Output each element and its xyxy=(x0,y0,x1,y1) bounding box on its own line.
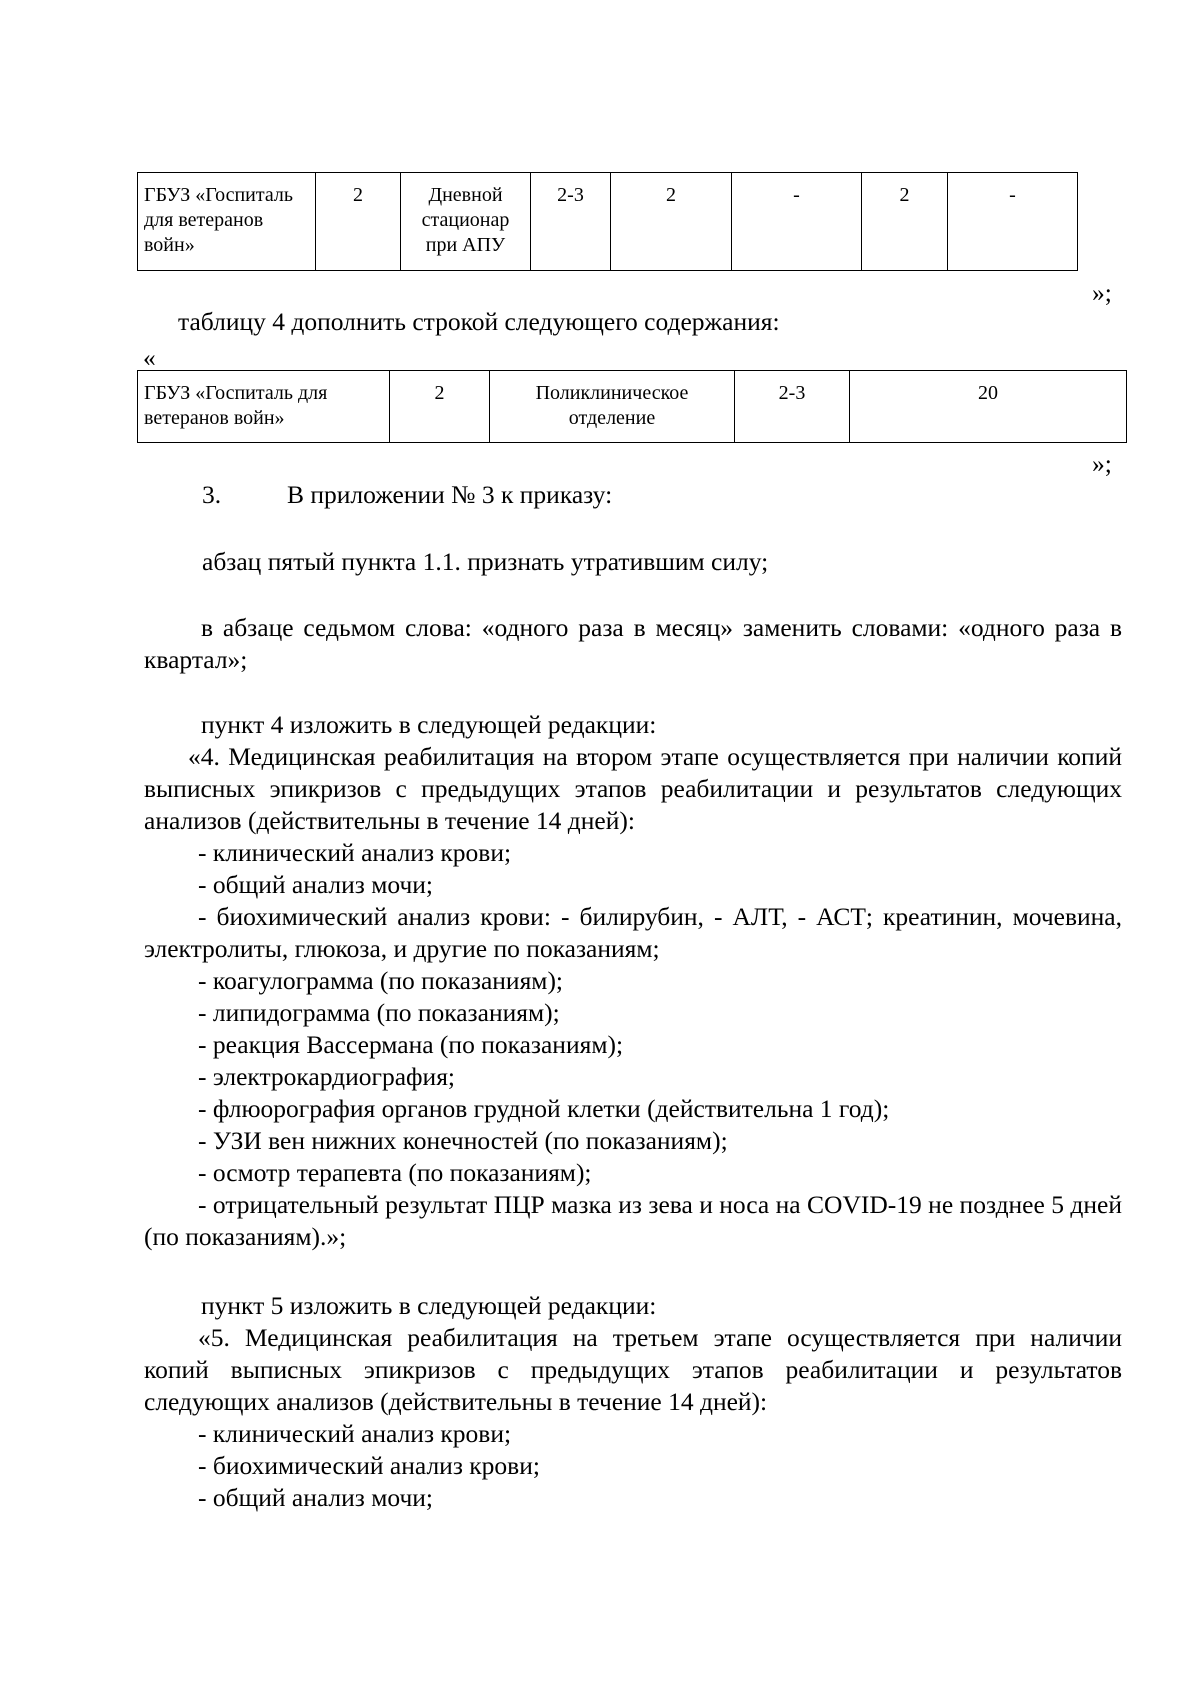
list-item: - клинический анализ крови; xyxy=(198,1419,512,1448)
list-item: - флюорография органов грудной клетки (действительна 1 год); xyxy=(198,1094,890,1123)
p4-text: «4. Медицинская реабилитация на втором этапе осуществляется при наличии копий выписных эпикризов с предыдущих этапов реабилитации и результатов следующих анализов (действительны в течение 14 дней): xyxy=(144,742,1122,835)
list-item: - реакция Вассермана (по показаниям); xyxy=(198,1030,624,1059)
paragraph-abzac7: в абзаце седьмом слова: «одного раза в месяц» заменить словами: «одного раза в квартал»; xyxy=(144,613,1122,674)
cell-unit: Дневной стационар при АПУ xyxy=(401,173,531,271)
cell-col8: - xyxy=(948,173,1078,271)
list-item: - биохимический анализ крови: - билирубин, - АЛТ, - АСТ; креатинин, мочевина, электролиты, глюкоза, и другие по показаниям; xyxy=(144,902,1122,963)
list-item: - осмотр терапевта (по показаниям); xyxy=(198,1158,592,1187)
table-row xyxy=(138,371,1127,443)
cell-count: 20 xyxy=(850,371,1127,443)
cell-col7: 2 xyxy=(862,173,948,271)
table-4-row xyxy=(137,370,1127,443)
table-3-row xyxy=(137,172,1078,271)
close-quote-2: »; xyxy=(1092,449,1112,478)
paragraph-abzac5: абзац пятый пункта 1.1. признать утратившим силу; xyxy=(202,547,769,576)
section-3-heading xyxy=(202,479,902,511)
p4-intro: пункт 4 изложить в следующей редакции: xyxy=(201,710,657,739)
list-item: - клинический анализ крови; xyxy=(198,838,512,867)
p5-text: «5. Медицинская реабилитация на третьем этапе осуществляется при наличии копий выписных эпикризов с предыдущих этапов реабилитации и результатов следующих анализов (действительны в течение 14 дней): xyxy=(144,1323,1122,1416)
list-item: - общий анализ мочи; xyxy=(198,870,434,899)
cell-col5: 2 xyxy=(611,173,732,271)
table-4-intro: таблицу 4 дополнить строкой следующего содержания: xyxy=(178,307,780,336)
cell-col6: - xyxy=(732,173,862,271)
section-title: В приложении № 3 к приказу: xyxy=(287,480,613,509)
p4-list xyxy=(144,837,1122,1253)
list-item: - электрокардиография; xyxy=(198,1062,456,1091)
cell-level: 2 xyxy=(316,173,401,271)
p5-intro: пункт 5 изложить в следующей редакции: xyxy=(201,1291,657,1320)
list-item: - общий анализ мочи; xyxy=(198,1483,434,1512)
list-item: - липидограмма (по показаниям); xyxy=(198,998,560,1027)
table-row xyxy=(138,173,1078,271)
cell-org: ГБУЗ «Госпиталь для ветеранов войн» xyxy=(138,173,316,271)
cell-days: 2-3 xyxy=(735,371,850,443)
cell-days: 2-3 xyxy=(531,173,611,271)
list-item: - биохимический анализ крови; xyxy=(198,1451,540,1480)
p5-list xyxy=(144,1418,1122,1514)
list-item: - отрицательный результат ПЦР мазка из зева и носа на COVID-19 не позднее 5 дней (по показаниям).»; xyxy=(144,1190,1122,1251)
section-number: 3. xyxy=(202,480,222,509)
open-quote: « xyxy=(143,343,156,372)
list-item: - коагулограмма (по показаниям); xyxy=(198,966,564,995)
cell-org: ГБУЗ «Госпиталь для ветеранов войн» xyxy=(138,371,390,443)
list-item: - УЗИ вен нижних конечностей (по показаниям); xyxy=(198,1126,728,1155)
cell-level: 2 xyxy=(390,371,490,443)
cell-unit: Поликлиническое отделение xyxy=(490,371,735,443)
close-quote-1: »; xyxy=(1092,278,1112,307)
